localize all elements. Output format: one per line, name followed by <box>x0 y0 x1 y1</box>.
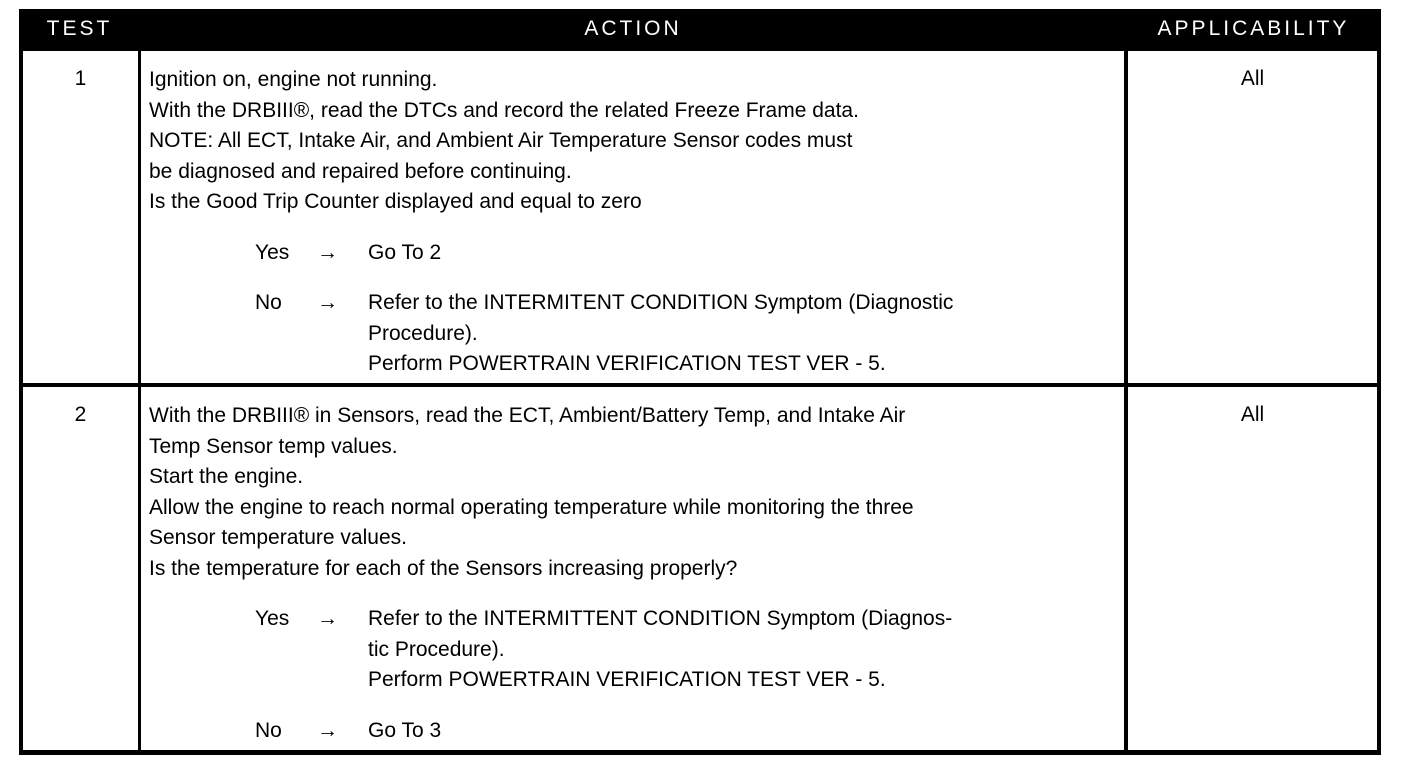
row-2-step-line: With the DRBIII® in Sensors, read the ECT, Ambient/Battery Temp, and Intake Air <box>149 404 906 427</box>
row-2-test-number: 2 <box>23 387 138 750</box>
yes-result: Go To 2 <box>368 240 442 264</box>
arrow-icon: → <box>317 291 338 314</box>
row-1-action <box>141 51 1124 383</box>
header-test: TEST <box>46 17 113 40</box>
header-action: ACTION <box>584 17 682 40</box>
row-1-question: Is the Good Trip Counter displayed and equal to zero <box>149 190 642 213</box>
row-2-no-answer <box>149 716 1124 747</box>
row-1-note-line: NOTE: All ECT, Intake Air, and Ambient Air Temperature Sensor codes must <box>149 129 853 152</box>
row-1-no-answer <box>149 288 1124 319</box>
row-1-yes-answer <box>149 238 1124 269</box>
header-applicability: APPLICABILITY <box>1157 17 1350 40</box>
no-result: Go To 3 <box>368 718 442 742</box>
row-2-applicability: All <box>1128 387 1377 750</box>
row-1-step-line: With the DRBIII®, read the DTCs and record the related Freeze Frame data. <box>149 98 859 122</box>
yes-result-continued: tic Procedure). <box>368 637 505 661</box>
arrow-icon: → <box>317 718 338 742</box>
row-1-note-line: be diagnosed and repaired before continuing. <box>149 159 572 183</box>
arrow-icon: → <box>317 607 338 630</box>
row-1-applicability: All <box>1128 51 1377 383</box>
row-1-test-number: 1 <box>23 51 138 383</box>
diagnostic-test-table <box>19 9 1381 755</box>
row-2-step-line: Allow the engine to reach normal operating temperature while monitoring the three <box>149 495 914 519</box>
no-label: No <box>255 718 282 742</box>
no-label: No <box>255 291 282 314</box>
no-result-continued: Procedure). <box>368 321 478 345</box>
row-2-step-line: Start the engine. <box>149 465 304 488</box>
row-2-step-line: Temp Sensor temp values. <box>149 434 398 458</box>
no-result-continued: Perform POWERTRAIN VERIFICATION TEST VER - 5. <box>368 352 886 375</box>
row-2-yes-answer <box>149 604 1124 635</box>
yes-result-continued: Perform POWERTRAIN VERIFICATION TEST VER - 5. <box>368 668 886 691</box>
yes-label: Yes <box>255 240 290 264</box>
no-result: Refer to the INTERMITENT CONDITION Symptom (Diagnostic <box>368 291 954 314</box>
yes-label: Yes <box>255 607 290 630</box>
row-1-step-line: Ignition on, engine not running. <box>149 68 438 91</box>
arrow-icon: → <box>317 240 338 264</box>
yes-result: Refer to the INTERMITTENT CONDITION Symptom (Diagnos- <box>368 607 953 630</box>
row-2-action <box>141 387 1124 750</box>
row-2-step-line: Sensor temperature values. <box>149 526 407 549</box>
row-2-question: Is the temperature for each of the Sensors increasing properly? <box>149 556 738 580</box>
